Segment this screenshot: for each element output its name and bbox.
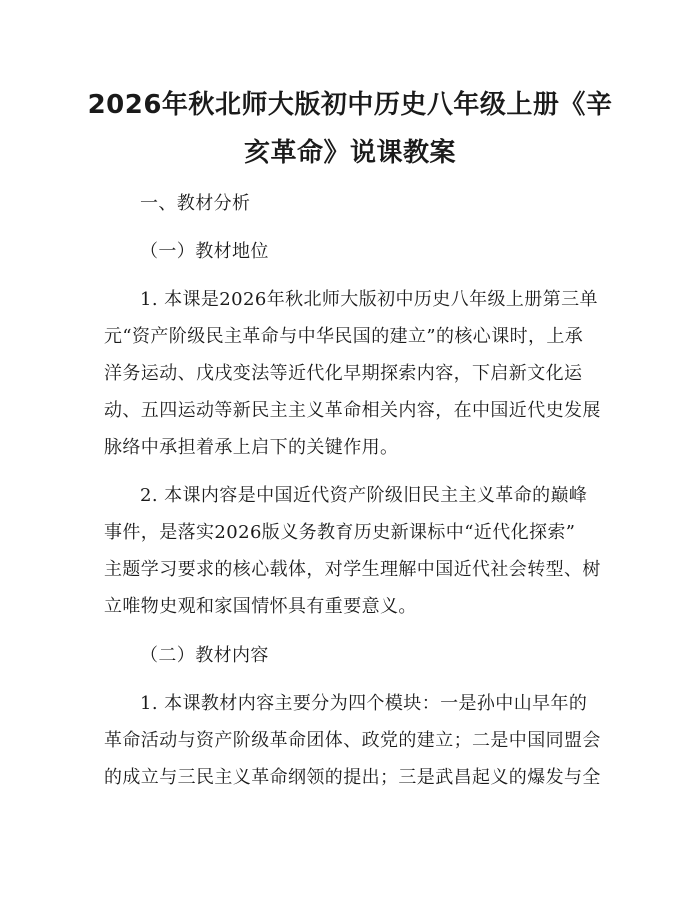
paragraph-3-line-3: 的成立与三民主义革命纲领的提出；三是武昌起义的爆发与全 — [104, 767, 601, 788]
paragraph-2-line-1: 2. 本课内容是中国近代资产阶级旧民主主义革命的巅峰 — [140, 485, 588, 506]
paragraph-2-line-4: 立唯物史观和家国情怀具有重要意义。 — [104, 596, 417, 617]
paragraph-2-line-2: 事件，是落实2026版义务教育历史新课标中“近代化探索” — [104, 522, 576, 543]
document-title-line-1: 2026年秋北师大版初中历史八年级上册《辛 — [87, 90, 613, 120]
paragraph-1-line-5: 脉络中承担着承上启下的关键作用。 — [104, 437, 399, 458]
paragraph-3-line-2: 革命活动与资产阶级革命团体、政党的建立；二是中国同盟会 — [104, 730, 601, 751]
subsection-heading-textbook-status: （一）教材地位 — [140, 241, 269, 262]
paragraph-3-line-1: 1. 本课教材内容主要分为四个模块：一是孙中山早年的 — [140, 693, 588, 714]
paragraph-1-line-4: 动、五四运动等新民主主义革命相关内容，在中国近代史发展 — [104, 400, 601, 421]
section-heading-textbook-analysis: 一、教材分析 — [140, 193, 251, 214]
paragraph-1-line-1: 1. 本课是2026年秋北师大版初中历史八年级上册第三单 — [140, 289, 598, 310]
subsection-heading-textbook-content: （二）教材内容 — [140, 645, 269, 666]
paragraph-2-line-3: 主题学习要求的核心载体，对学生理解中国近代社会转型、树 — [104, 559, 601, 580]
paragraph-1-line-3: 洋务运动、戊戌变法等近代化早期探索内容，下启新文化运 — [104, 363, 583, 384]
paragraph-1-line-2: 元“资产阶级民主革命与中华民国的建立”的核心课时，上承 — [104, 326, 584, 347]
document-title-line-2: 亥革命》说课教案 — [243, 138, 456, 168]
